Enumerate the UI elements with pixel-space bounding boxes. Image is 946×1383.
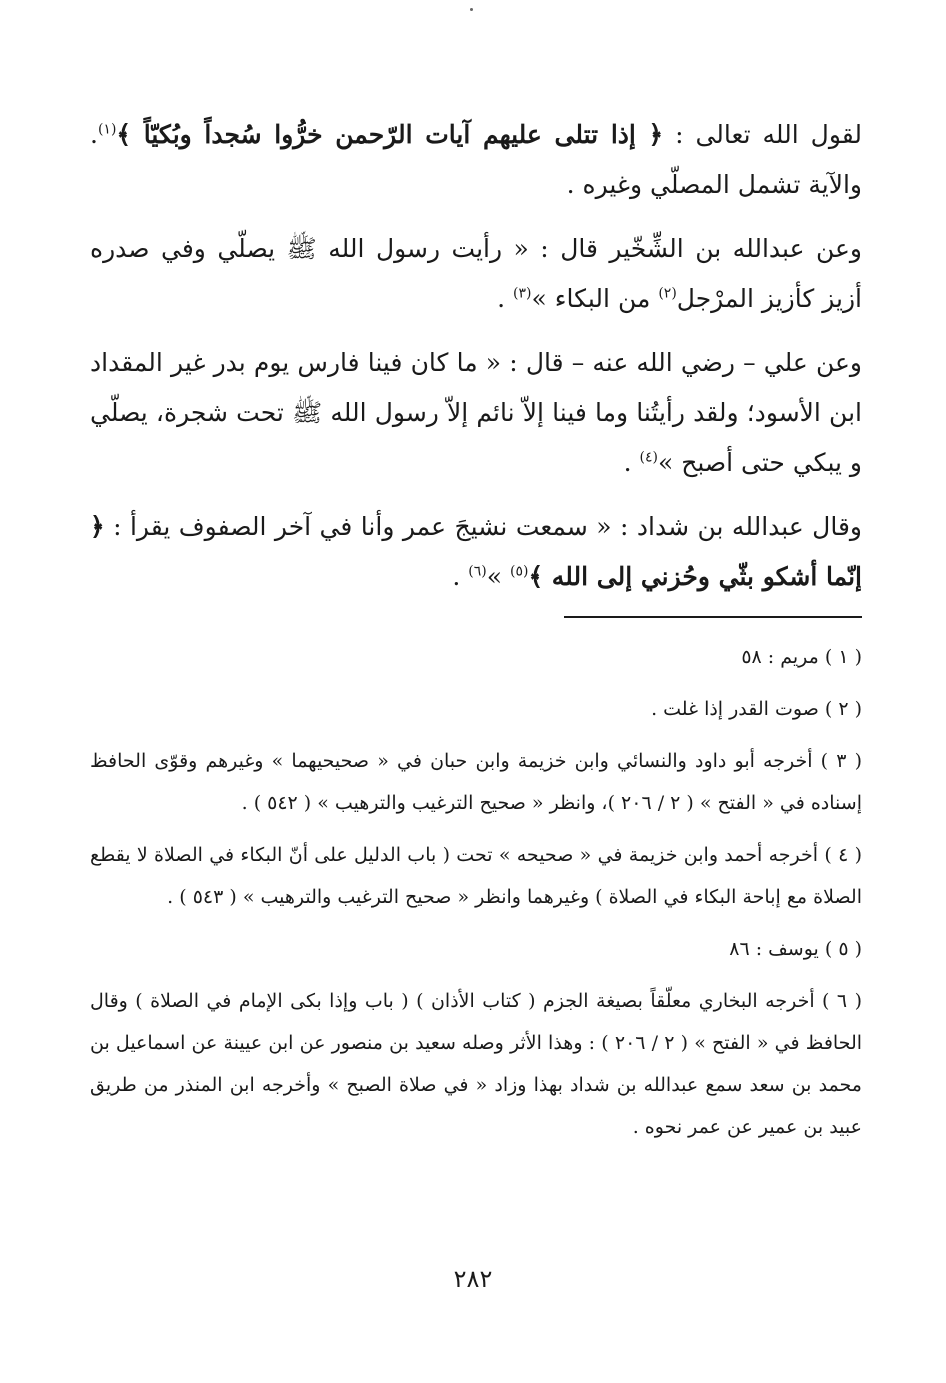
footnote-marker: (٦) [468,563,487,580]
scan-speck [470,8,473,11]
text: . [623,448,640,477]
footnote-5: ( ٥ ) يوسف : ٨٦ [729,938,862,960]
text: وقال عبدالله بن شداد : « سمعت نشيجَ عمر وأنا في آخر الصفوف يقرأ : [104,512,862,541]
text: » [486,562,510,591]
footnote-1: ( ١ ) مريم : ٥٨ [741,646,862,668]
footnote-marker: (١) [97,121,117,138]
footnote-4: ( ٤ ) أخرجه أحمد وابن خزيمة في « صحيحه » تحت ( باب الدليل على أنّ البكاء في الصلاة لا يقطع الصلاة مع إباحة البكاء في الصلاة ) وغيرهما وانظر « صحيح الترغيب والترهيب » ( ٥٤٣ ) . [90,844,863,908]
text: وعن علي – رضي الله عنه – قال : « ما كان فينا فارس يوم بدر غير المقداد ابن الأسود؛ ولقد رأيتُنا وما فينا إلاّ نائم إلاّ رسول الله ﷺ تحت شجرة، يصلّي و يبكي حتى أصبح » [90,348,862,477]
text: وعن عبدالله بن الشِّخّير قال : « رأيت رسول الله ﷺ يصلّي وفي صدره أزيز كأزيز المرْجل [90,234,862,313]
text: . [452,562,469,591]
page-body [90,110,862,1370]
footnote-2: ( ٢ ) صوت القدر إذا غلت . [651,698,862,720]
footnote-marker: (٢) [658,285,677,302]
quran-verse: ﴿ إذا تتلى عليهم آيات الرّحمن خرُّوا سُجداً وبُكيّاً ﴾ [116,120,664,149]
text: . والآية تشمل المصلّي وغيره . [90,120,862,199]
text: . [497,284,513,313]
footnote-marker: (٥) [509,563,529,580]
paragraph-4 [90,502,862,602]
footnote-marker: (٤) [639,449,658,466]
footnote-3: ( ٣ ) أخرجه أبو داود والنسائي وابن خزيمة وابن حبان في « صحيحيهما » وغيرهم وقوّى الحافظ إسناده في « الفتح » ( ٢ / ٢٠٦ )، وانظر « صحيح الترغيب والترهيب » ( ٥٤٢ ) . [90,750,862,814]
text: من البكاء » [531,284,659,313]
text: لقول الله تعالى : [663,120,862,149]
footnote-6: ( ٦ ) أخرجه البخاري معلّقاً بصيغة الجزم ( كتاب الأذان ) ( باب وإذا بكى الإمام في الصلاة ) وقال الحافظ في « الفتح » ( ٢ / ٢٠٦ ) : وهذا الأثر وصله سعيد بن منصور عن ابن عيينة عن اسماعيل بن محمد بن سعد سمع عبدالله بن شداد بهذا وزاد « في صلاة الصبح » وأخرجه ابن المنذر من طريق عبيد بن عمير عن عمر نحوه . [90,990,863,1138]
footnote-separator [564,616,862,618]
main-text [90,110,862,602]
paragraph-2 [90,224,862,324]
quran-verse: ﴿ إنّما أشكو بثّي وحُزني إلى الله ﴾ [90,512,862,591]
footnotes [90,636,862,1148]
page-number: ٢٨٢ [453,1265,493,1293]
paragraph-1 [90,110,862,210]
footnote-marker: (٣) [513,285,532,302]
paragraph-3 [90,338,862,488]
